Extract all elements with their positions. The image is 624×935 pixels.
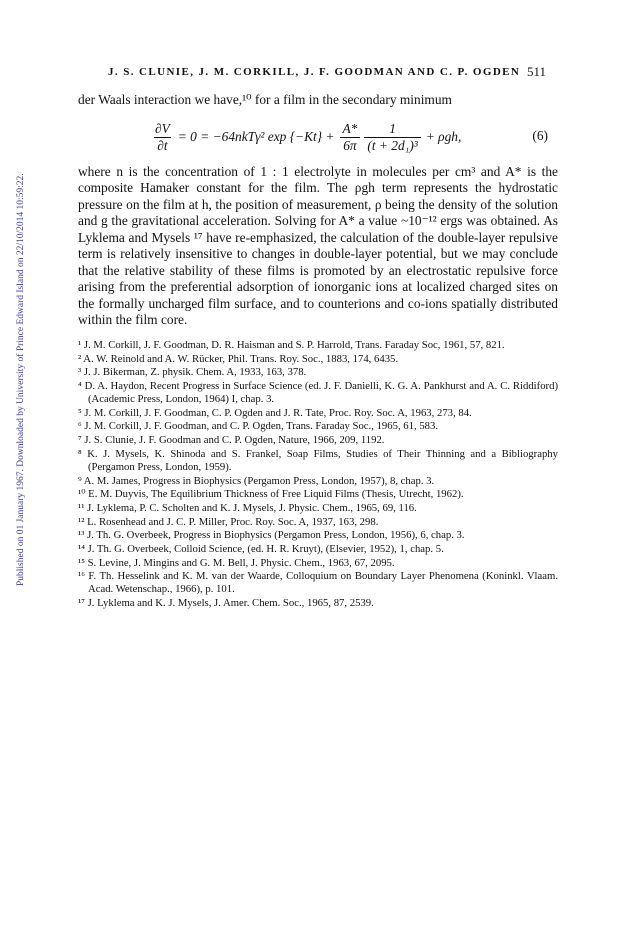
running-header — [78, 64, 546, 80]
reference-item: ¹¹ J. Lyklema, P. C. Scholten and K. J. Mysels, J. Physic. Chem., 1965, 69, 116. — [78, 501, 417, 514]
derivative-denominator: ∂t — [154, 137, 170, 154]
thickness-numerator: 1 — [389, 120, 396, 136]
hamaker-numerator: A* — [342, 120, 358, 136]
page-number: 511 — [526, 64, 546, 79]
reference-item: ¹⁰ E. M. Duyvis, The Equilibrium Thickness of Free Liquid Films (Thesis, Utrecht, 1962). — [78, 488, 464, 501]
reference-item: ¹⁴ J. Th. G. Overbeek, Colloid Science, (ed. H. R. Kruyt), (Elsevier, 1952), 1, chap. 5. — [78, 542, 444, 555]
reference-item: ¹⁶ F. Th. Hesselink and K. M. van der Waarde, Colloquium on Boundary Layer Phenomena (Koninkl. Vlaam. Acad. Wetenschap., 1966), p. 101. — [78, 570, 558, 596]
reference-item: ⁵ J. M. Corkill, J. F. Goodman, C. P. Ogden and J. R. Tate, Proc. Roy. Soc. A, 1963, 273, 84. — [78, 406, 472, 419]
download-watermark-text: Published on 01 January 1967. Downloaded by University of Prince Edward Island on 22/10/2014 10:59:22. — [16, 173, 26, 586]
derivative-fraction — [152, 121, 173, 154]
hamaker-denominator: 6π — [340, 137, 359, 154]
equation-6 — [78, 114, 558, 160]
reference-item: ³ J. J. Bikerman, Z. physik. Chem. A, 1933, 163, 378. — [78, 366, 307, 379]
thickness-denominator: (t + 2d₁)³ — [364, 137, 420, 154]
reference-item: ⁸ K. J. Mysels, K. Shinoda and S. Frankel, Soap Films, Studies of Their Thinning and a Bibliography (Pergamon Press, London, 1959). — [78, 447, 558, 473]
derivative-numerator: ∂V — [155, 120, 170, 136]
lead-text: der Waals interaction we have,¹⁰ for a film in the secondary minimum — [78, 92, 452, 107]
equation-tail: + ρgh, — [425, 129, 462, 144]
equation-body — [150, 114, 461, 160]
reference-item: ¹³ J. Th. G. Overbeek, Progress in Biophysics (Pergamon Press, London, 1956), 6, chap. 3. — [78, 529, 465, 542]
reference-item: ⁴ D. A. Haydon, Recent Progress in Surface Science (ed. J. F. Danielli, K. G. A. Pankhurst and A. C. Riddiford) (Academic Press, London, 1964) I, chap. 3. — [78, 380, 558, 406]
reference-item: ⁹ A. M. James, Progress in Biophysics (Pergamon Press, London, 1957), 8, chap. 3. — [78, 474, 435, 487]
equation-number: (6) — [532, 128, 548, 143]
reference-item: ¹ J. M. Corkill, J. F. Goodman, D. R. Haisman and S. P. Harrold, Trans. Faraday Soc, 1961, 57, 821. — [78, 339, 505, 351]
reference-list — [78, 339, 558, 611]
reference-item: ¹⁷ J. Lyklema and K. J. Mysels, J. Amer. Chem. Soc., 1965, 87, 2539. — [78, 597, 374, 609]
download-watermark — [4, 118, 26, 596]
hamaker-fraction — [339, 121, 360, 154]
reference-item: ⁷ J. S. Clunie, J. F. Goodman and C. P. Ogden, Nature, 1966, 209, 1192. — [78, 434, 385, 447]
body-paragraph — [78, 164, 558, 329]
reference-item: ⁶ J. M. Corkill, J. F. Goodman, and C. P. Ogden, Trans. Faraday Soc., 1965, 61, 583. — [78, 420, 439, 433]
thickness-fraction — [364, 121, 420, 154]
equation-middle: = 0 = −64nkTγ² exp {−Kt} + — [177, 129, 335, 144]
header-authors: J. S. CLUNIE, J. M. CORKILL, J. F. GOODMAN AND C. P. OGDEN — [108, 66, 521, 78]
reference-item: ¹⁵ S. Levine, J. Mingins and G. M. Bell, J. Physic. Chem., 1963, 67, 2095. — [78, 556, 395, 569]
body-paragraph-text: where n is the concentration of 1 : 1 electrolyte in molecules per cm³ and A* is the composite Hamaker constant for the film. The ρgh term represents the hydrostatic pressure on the film at h, the position of measurement, ρ being the density of the solution and g the gravitational acceleration. Solving for A* a value ~10⁻¹² ergs was obtained. As Lyklema and Mysels ¹⁷ have re-emphasized, the calculation of the double-layer repulsive term is relatively insensitive to changes in double-layer potential, but we may conclude that the relative stability of these films is promoted by an electrostatic repulsive force arising from the preferential adsorption of ionorganic ions at localized charged sites on the formally uncharged film surface, and to counterions and co-ions spatially distributed within the film core. — [78, 164, 558, 328]
reference-item: ¹² L. Rosenhead and J. C. P. Miller, Proc. Roy. Soc. A, 1937, 163, 298. — [78, 515, 379, 528]
reference-item: ² A. W. Reinold and A. W. Rücker, Phil. Trans. Roy. Soc., 1883, 174, 6435. — [78, 352, 399, 365]
